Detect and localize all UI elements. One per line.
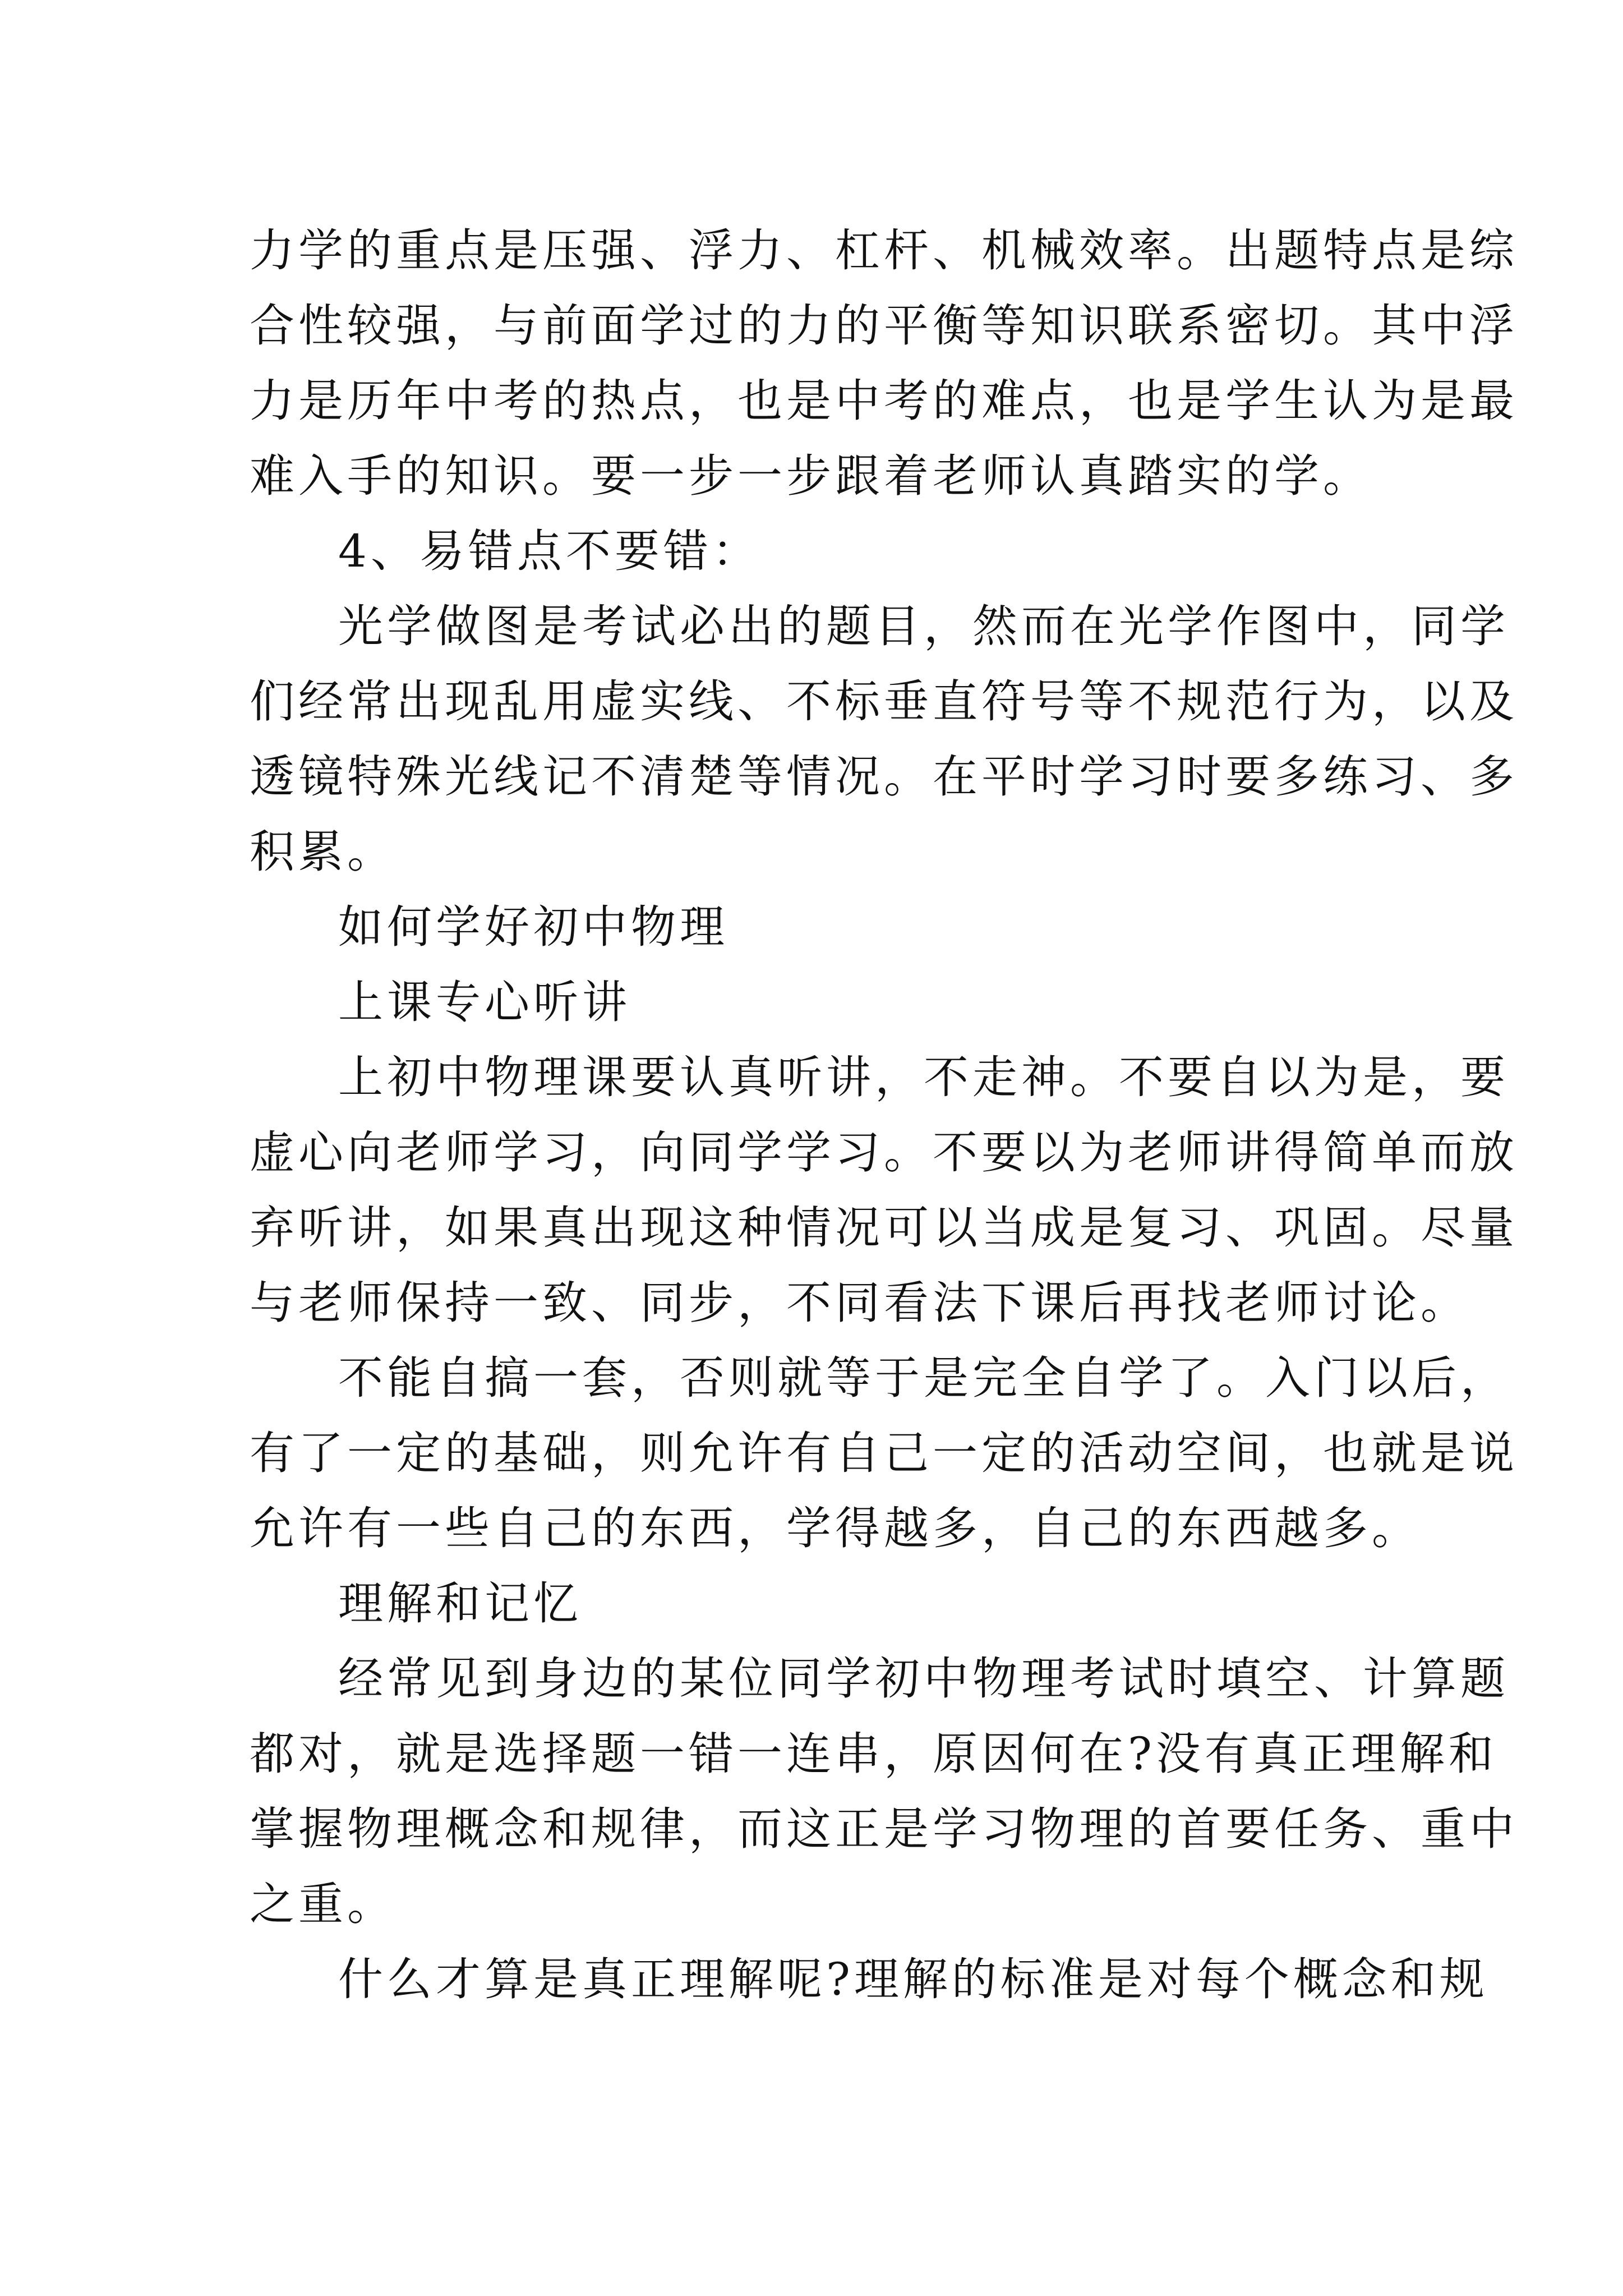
- section-heading: 理解和记忆: [338, 1577, 582, 1630]
- section-heading: 如何学好初中物理: [338, 901, 728, 953]
- text-line: 与老师保持一致、同步，不同看法下课后再找老师讨论。: [250, 1277, 1469, 1329]
- text-line: 积累。: [250, 826, 396, 878]
- text-line: 上初中物理课要认真听讲，不走神。不要自以为是，要: [338, 1051, 1509, 1103]
- document-body: [250, 213, 1518, 2017]
- text-line: 什么才算是真正理解呢?理解的标准是对每个概念和规: [338, 1953, 1488, 2005]
- text-line: 之重。: [250, 1878, 396, 1930]
- text-line: 虚心向老师学习，向同学学习。不要以为老师讲得简单而放: [250, 1126, 1518, 1179]
- text-line: 有了一定的基础，则允许有自己一定的活动空间，也就是说: [250, 1427, 1518, 1479]
- text-line: 允许有一些自己的东西，学得越多，自己的东西越多。: [250, 1502, 1421, 1554]
- text-line: 光学做图是考试必出的题目，然而在光学作图中，同学: [338, 600, 1509, 652]
- text-line: 力学的重点是压强、浮力、杠杆、机械效率。出题特点是综: [250, 224, 1518, 277]
- text-line: 掌握物理概念和规律，而这正是学习物理的首要任务、重中: [250, 1803, 1518, 1855]
- text-line: 力是历年中考的热点，也是中考的难点，也是学生认为是最: [250, 375, 1518, 427]
- section-heading: 4、易错点不要错：: [338, 525, 761, 577]
- text-line: 们经常出现乱用虚实线、不标垂直符号等不规范行为，以及: [250, 675, 1518, 728]
- text-line: 透镜特殊光线记不清楚等情况。在平时学习时要多练习、多: [250, 751, 1518, 803]
- text-line: 合性较强，与前面学过的力的平衡等知识联系密切。其中浮: [250, 300, 1518, 352]
- text-line: 弃听讲，如果真出现这种情况可以当成是复习、巩固。尽量: [250, 1202, 1518, 1254]
- text-line: 难入手的知识。要一步一步跟着老师认真踏实的学。: [250, 450, 1372, 502]
- text-line: 经常见到身边的某位同学初中物理考试时填空、计算题: [338, 1653, 1509, 1705]
- section-heading: 上课专心听讲: [338, 976, 631, 1028]
- text-line: 不能自搞一套，否则就等于是完全自学了。入门以后，: [338, 1352, 1509, 1404]
- text-line: 都对，就是选择题一错一连串，原因何在?没有真正理解和: [250, 1728, 1497, 1780]
